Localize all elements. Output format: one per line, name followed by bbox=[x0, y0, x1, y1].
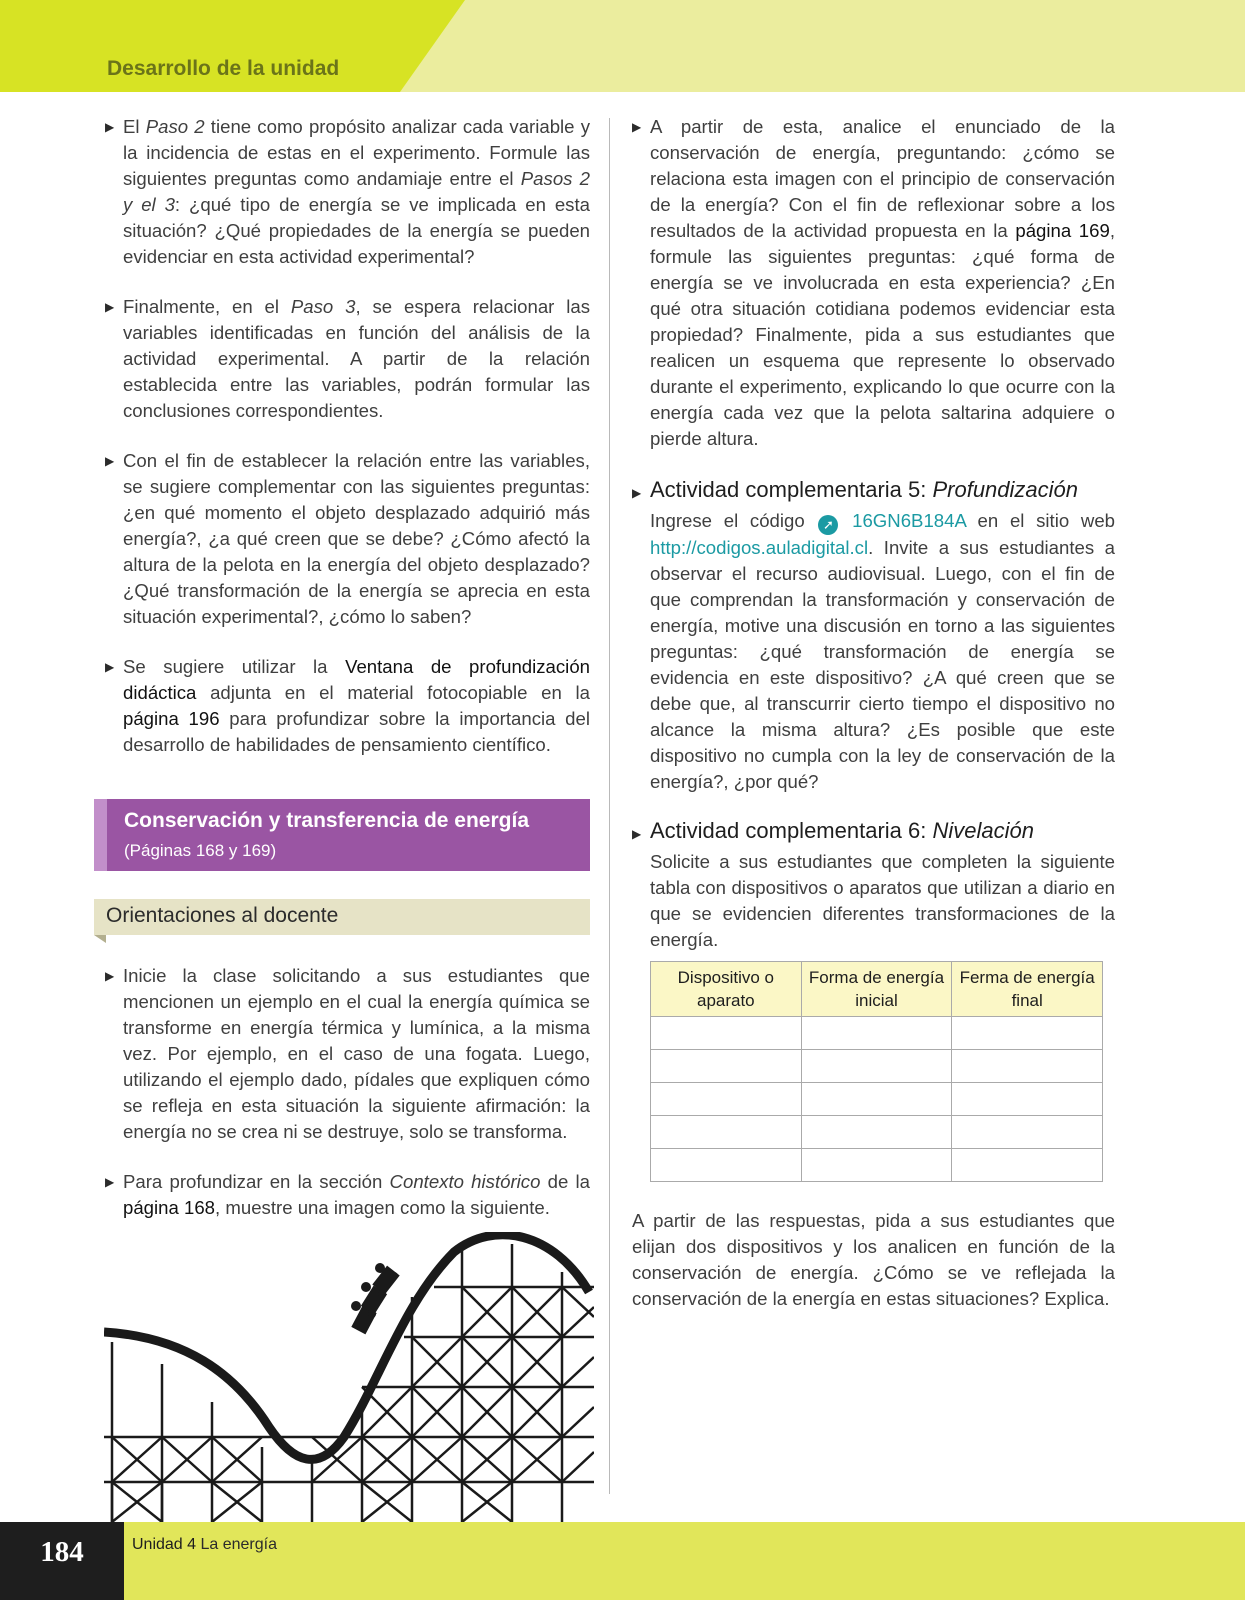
list-item: ▶ Para profundizar en la sección Contexto histórico de la página 168, muestre una imagen como la siguiente. bbox=[105, 1171, 590, 1218]
table-header-row bbox=[651, 962, 1103, 1017]
activity-5-heading: ▶ Actividad complementaria 5: Profundización bbox=[632, 476, 1115, 504]
list-item: ▶ El Paso 2 tiene como propósito analizar cada variable y la incidencia de estas en el experimento. Formule las siguientes preguntas como andamiaje entre el Pasos 2 y el 3: ¿qué tipo de energía se ve implicada en esta situación? ¿Qué propiedades de la energía se pueden evidenciar en esta actividad experimental? bbox=[105, 116, 591, 267]
table-cell bbox=[651, 1083, 802, 1116]
closing-paragraph: A partir de las respuestas, pida a sus estudiantes que elijan dos dispositivos y los analicen en función de la conservación de energía. ¿Cómo se ve reflejada la conservación de la energía en estas situaciones? Explica. bbox=[632, 1210, 1115, 1309]
table-cell bbox=[651, 1116, 802, 1149]
table-row bbox=[651, 1116, 1103, 1149]
bullet-triangle-icon: ▶ bbox=[105, 1175, 115, 1189]
roller-coaster-illustration bbox=[104, 1232, 594, 1522]
section-title: Conservación y transferencia de energía bbox=[124, 809, 529, 832]
left-column bbox=[105, 114, 590, 782]
footer-unit-label: Unidad 4 La energía bbox=[132, 1536, 277, 1553]
table-row bbox=[651, 1017, 1103, 1050]
table-header-cell: Forma de energía inicial bbox=[801, 962, 952, 1017]
table-cell bbox=[651, 1017, 802, 1050]
website-link[interactable]: http://codigos.auladigital.cl bbox=[650, 537, 869, 558]
bullet-triangle-icon: ▶ bbox=[105, 120, 115, 134]
orientaciones-title: Orientaciones al docente bbox=[106, 904, 339, 927]
section-accent-bar bbox=[94, 799, 107, 871]
table-cell bbox=[801, 1149, 952, 1182]
heading-fold-decoration bbox=[94, 935, 106, 943]
table-cell bbox=[801, 1116, 952, 1149]
table-header-cell: Dispositivo o aparato bbox=[651, 962, 802, 1017]
table-row bbox=[651, 1149, 1103, 1182]
page-footer bbox=[0, 1522, 1245, 1600]
access-code: 16GN6B184A bbox=[852, 510, 966, 531]
column-divider bbox=[609, 118, 610, 1494]
table-cell bbox=[952, 1149, 1103, 1182]
bullet-triangle-icon: ▶ bbox=[105, 660, 115, 674]
list-item: ▶ Se sugiere utilizar la Ventana de profundización didáctica adjunta en el material fotocopiable en la página 196 para profundizar sobre la importancia del desarrollo de habilidades de pensamiento científico. bbox=[105, 656, 590, 755]
table-row bbox=[651, 1083, 1103, 1116]
section-heading-box bbox=[94, 799, 590, 871]
table-cell bbox=[651, 1149, 802, 1182]
orientaciones-heading-box bbox=[94, 899, 590, 935]
table-header-cell: Ferma de energía final bbox=[952, 962, 1103, 1017]
table-cell bbox=[651, 1050, 802, 1083]
table-cell bbox=[952, 1116, 1103, 1149]
table-row bbox=[651, 1050, 1103, 1083]
page-header bbox=[0, 0, 1245, 92]
table-cell bbox=[801, 1083, 952, 1116]
bullet-triangle-icon: ▶ bbox=[632, 827, 642, 841]
activity-5-body: Ingrese el código ➚ 16GN6B184A en el sitio web http://codigos.auladigital.cl. Invite a sus estudiantes a observar el recurso audiovisual. Luego, con el fin de que comprendan la transformación y conservación de energía, motive una discusión en torno a las siguientes preguntas: ¿qué transformación de energía se evidencia en este dispositivo? ¿A qué creen que se debe que, al transcurrir cierto tiempo el dispositivo no alcance la misma altura? ¿Es posible que este dispositivo no cumpla con la ley de conservación de la energía?, ¿por qué? bbox=[650, 510, 1116, 792]
bullet-triangle-icon: ▶ bbox=[105, 969, 115, 983]
page-number: 184 bbox=[40, 1536, 84, 1568]
right-column bbox=[632, 114, 1115, 1312]
digital-code-icon: ➚ bbox=[818, 515, 838, 535]
energy-devices-table bbox=[650, 961, 1103, 1182]
table-cell bbox=[801, 1050, 952, 1083]
section-subtitle: (Páginas 168 y 169) bbox=[124, 841, 277, 860]
table-cell bbox=[952, 1017, 1103, 1050]
list-item: ▶ Inicie la clase solicitando a sus estudiantes que mencionen un ejemplo en el cual la energía química se transforme en energía térmica y lumínica, a la misma vez. Por ejemplo, en el caso de una fogata. Luego, utilizando el ejemplo dado, pídales que expliquen cómo se refleja en esta situación la siguiente afirmación: la energía no se crea ni se destruye, solo se transforma. bbox=[105, 965, 590, 1142]
left-column-lower bbox=[105, 963, 590, 1245]
bullet-triangle-icon: ▶ bbox=[632, 486, 642, 500]
list-item: ▶ A partir de esta, analice el enunciado de la conservación de energía, preguntando: ¿cómo se relaciona esta imagen con el principio de conservación de la energía? Con el fin de reflexionar sobre a los resultados de la actividad propuesta en la página 169, formule las siguientes preguntas: ¿qué forma de energía se ve involucrada en esta experiencia? ¿En qué otra situación cotidiana podemos evidenciar esta propiedad? Finalmente, pida a sus estudiantes que realicen un esquema que represente lo observado durante el experimento, explicando lo que ocurre con la energía cada vez que la pelota saltarina adquiere o pierde altura. bbox=[632, 116, 1116, 449]
activity-6-body: Solicite a sus estudiantes que completen la siguiente tabla con dispositivos o aparatos que utilizan a diario en que se evidencien diferentes transformaciones de la energía. bbox=[650, 851, 1115, 950]
bullet-triangle-icon: ▶ bbox=[105, 454, 115, 468]
table-cell bbox=[952, 1050, 1103, 1083]
table-cell bbox=[801, 1017, 952, 1050]
bullet-triangle-icon: ▶ bbox=[105, 300, 115, 314]
list-item: ▶ Finalmente, en el Paso 3, se espera relacionar las variables identificadas en función del análisis de la actividad experimental. A partir de la relación establecida entre las variables, podrán formular las conclusiones correspondientes. bbox=[105, 296, 591, 421]
list-item: ▶ Con el fin de establecer la relación entre las variables, se sugiere complementar con las siguientes preguntas: ¿en qué momento el objeto desplazado adquirió más energía?, ¿a qué creen que se debe? ¿Cómo afectó la altura de la pelota en la energía del objeto desplazado? ¿Qué transformación de la energía se aprecia en esta situación experimental?, ¿cómo lo saben? bbox=[105, 450, 590, 627]
table-cell bbox=[952, 1083, 1103, 1116]
activity-6-heading: ▶ Actividad complementaria 6: Nivelación bbox=[632, 817, 1115, 845]
header-title: Desarrollo de la unidad bbox=[107, 57, 340, 80]
page-number-box bbox=[0, 1522, 124, 1600]
bullet-triangle-icon: ▶ bbox=[632, 120, 642, 134]
